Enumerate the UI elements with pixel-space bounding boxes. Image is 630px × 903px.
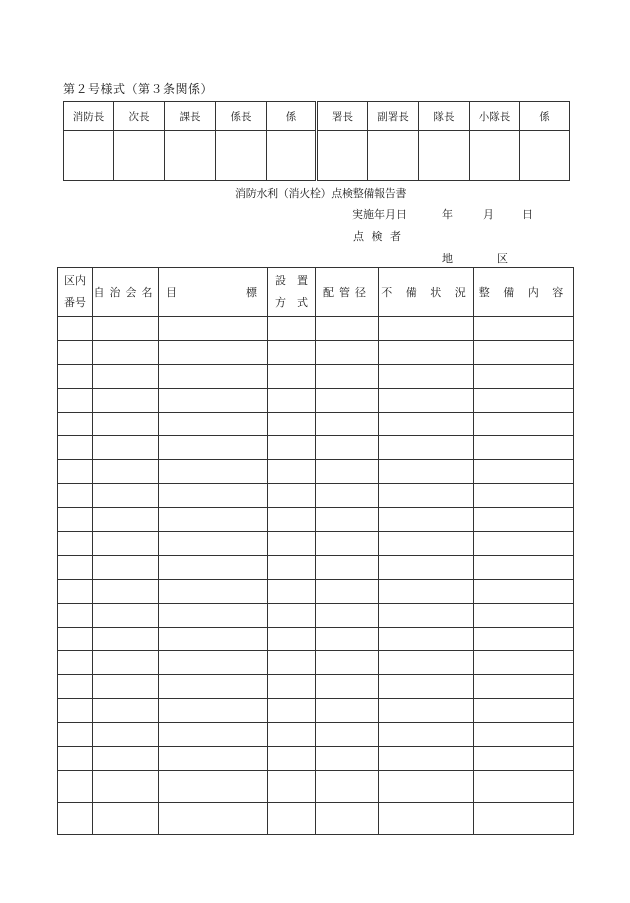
defect-status-cell[interactable] <box>379 627 474 651</box>
target-cell[interactable] <box>159 770 268 802</box>
area-number-header <box>58 268 93 317</box>
table-row <box>58 723 574 747</box>
approval-header-section-chief: 課長 <box>165 102 216 131</box>
defect-status-cell[interactable] <box>379 532 474 556</box>
month-label: 月 <box>483 208 494 221</box>
association-name-cell[interactable] <box>93 603 159 627</box>
association-name-cell[interactable] <box>93 484 159 508</box>
area-number-cell[interactable] <box>58 603 93 627</box>
maintenance-details-cell[interactable] <box>474 723 574 747</box>
maintenance-details-cell[interactable] <box>474 508 574 532</box>
association-name-header: 自治会名 <box>93 268 159 317</box>
form-number-label: 第２号様式（第３条関係） <box>63 82 214 96</box>
install-method-cell[interactable] <box>268 508 316 532</box>
stamp-box[interactable] <box>470 131 520 181</box>
defect-status-cell[interactable] <box>379 484 474 508</box>
day-label: 日 <box>522 208 533 221</box>
approval-header-captain: 隊長 <box>419 102 470 131</box>
year-label: 年 <box>442 208 453 221</box>
install-method-cell[interactable] <box>268 460 316 484</box>
defect-status-cell[interactable] <box>379 723 474 747</box>
pipe-diameter-cell[interactable] <box>316 317 379 341</box>
table-row <box>58 508 574 532</box>
install-method-cell[interactable] <box>268 317 316 341</box>
table-row <box>58 627 574 651</box>
maintenance-details-cell[interactable] <box>474 364 574 388</box>
association-name-cell[interactable] <box>93 412 159 436</box>
install-method-cell[interactable] <box>268 388 316 412</box>
target-cell[interactable] <box>159 555 268 579</box>
target-cell[interactable] <box>159 388 268 412</box>
approval-header-subsection-chief: 係長 <box>216 102 267 131</box>
area-number-cell[interactable] <box>58 317 93 341</box>
maintenance-details-cell[interactable] <box>474 317 574 341</box>
install-method-header-line2: 方 式 <box>275 296 308 309</box>
maintenance-details-cell[interactable] <box>474 532 574 556</box>
association-name-cell[interactable] <box>93 579 159 603</box>
pipe-diameter-cell[interactable] <box>316 747 379 771</box>
table-row <box>58 388 574 412</box>
defect-status-cell[interactable] <box>379 412 474 436</box>
install-method-cell[interactable] <box>268 532 316 556</box>
maintenance-details-cell[interactable] <box>474 651 574 675</box>
association-name-cell[interactable] <box>93 651 159 675</box>
install-method-cell[interactable] <box>268 555 316 579</box>
install-method-cell[interactable] <box>268 802 316 834</box>
defect-status-cell[interactable] <box>379 651 474 675</box>
install-method-cell[interactable] <box>268 723 316 747</box>
defect-status-cell[interactable] <box>379 364 474 388</box>
target-cell[interactable] <box>159 675 268 699</box>
association-name-cell[interactable] <box>93 532 159 556</box>
area-number-cell[interactable] <box>58 747 93 771</box>
maintenance-details-cell[interactable] <box>474 460 574 484</box>
table-row <box>58 532 574 556</box>
area-number-cell[interactable] <box>58 388 93 412</box>
defect-status-cell[interactable] <box>379 802 474 834</box>
pipe-diameter-cell[interactable] <box>316 388 379 412</box>
install-method-cell[interactable] <box>268 436 316 460</box>
pipe-diameter-cell[interactable] <box>316 364 379 388</box>
target-cell[interactable] <box>159 340 268 364</box>
stamp-box[interactable] <box>165 131 216 181</box>
area-number-cell[interactable] <box>58 723 93 747</box>
pipe-diameter-cell[interactable] <box>316 770 379 802</box>
pipe-diameter-cell[interactable] <box>316 579 379 603</box>
target-cell[interactable] <box>159 532 268 556</box>
date-label: 実施年月日 <box>352 208 407 221</box>
defect-status-header: 不 備 状 況 <box>379 268 474 317</box>
defect-status-cell[interactable] <box>379 603 474 627</box>
pipe-diameter-cell[interactable] <box>316 723 379 747</box>
defect-status-cell[interactable] <box>379 675 474 699</box>
install-method-cell[interactable] <box>268 770 316 802</box>
install-method-cell[interactable] <box>268 340 316 364</box>
table-row <box>58 436 574 460</box>
maintenance-details-cell[interactable] <box>474 412 574 436</box>
district-char-1: 地 <box>442 252 453 265</box>
area-number-cell[interactable] <box>58 802 93 834</box>
area-number-header-line1: 区内 <box>64 274 86 287</box>
maintenance-details-cell[interactable] <box>474 675 574 699</box>
association-name-cell[interactable] <box>93 317 159 341</box>
defect-status-cell[interactable] <box>379 460 474 484</box>
table-row <box>58 603 574 627</box>
association-name-cell[interactable] <box>93 699 159 723</box>
target-cell[interactable] <box>159 317 268 341</box>
target-cell[interactable] <box>159 699 268 723</box>
stamp-box[interactable] <box>114 131 165 181</box>
area-number-cell[interactable] <box>58 340 93 364</box>
report-title: 消防水利（消火栓）点検整備報告書 <box>235 187 407 200</box>
district-char-2: 区 <box>497 252 508 265</box>
association-name-cell[interactable] <box>93 555 159 579</box>
table-row <box>58 747 574 771</box>
table-row <box>58 460 574 484</box>
table-row <box>58 340 574 364</box>
association-name-cell[interactable] <box>93 340 159 364</box>
area-number-cell[interactable] <box>58 412 93 436</box>
pipe-diameter-cell[interactable] <box>316 627 379 651</box>
target-cell[interactable] <box>159 436 268 460</box>
table-row <box>58 770 574 802</box>
area-number-cell[interactable] <box>58 364 93 388</box>
pipe-diameter-cell[interactable] <box>316 412 379 436</box>
area-number-cell[interactable] <box>58 651 93 675</box>
defect-status-cell[interactable] <box>379 388 474 412</box>
target-cell[interactable] <box>159 364 268 388</box>
approval-header-staff: 係 <box>267 102 317 131</box>
table-row <box>58 364 574 388</box>
area-number-cell[interactable] <box>58 770 93 802</box>
association-name-cell[interactable] <box>93 436 159 460</box>
area-number-cell[interactable] <box>58 484 93 508</box>
stamp-box[interactable] <box>317 131 368 181</box>
association-name-cell[interactable] <box>93 675 159 699</box>
pipe-diameter-cell[interactable] <box>316 340 379 364</box>
install-method-cell[interactable] <box>268 627 316 651</box>
install-method-cell[interactable] <box>268 651 316 675</box>
target-cell[interactable] <box>159 627 268 651</box>
install-method-cell[interactable] <box>268 364 316 388</box>
maintenance-details-cell[interactable] <box>474 388 574 412</box>
defect-status-cell[interactable] <box>379 508 474 532</box>
maintenance-details-cell[interactable] <box>474 603 574 627</box>
pipe-diameter-cell[interactable] <box>316 699 379 723</box>
install-method-header <box>268 268 316 317</box>
maintenance-details-cell[interactable] <box>474 802 574 834</box>
association-name-cell[interactable] <box>93 364 159 388</box>
area-number-cell[interactable] <box>58 508 93 532</box>
table-row <box>58 579 574 603</box>
approval-header-chief: 消防長 <box>64 102 114 131</box>
target-cell[interactable] <box>159 747 268 771</box>
maintenance-details-cell[interactable] <box>474 770 574 802</box>
maintenance-details-cell[interactable] <box>474 555 574 579</box>
inspector-label: 点 検 者 <box>353 230 403 243</box>
area-number-cell[interactable] <box>58 436 93 460</box>
install-method-cell[interactable] <box>268 412 316 436</box>
target-cell[interactable] <box>159 508 268 532</box>
approval-header-station-chief: 署長 <box>317 102 368 131</box>
defect-status-cell[interactable] <box>379 747 474 771</box>
target-cell[interactable] <box>159 460 268 484</box>
pipe-diameter-cell[interactable] <box>316 802 379 834</box>
approval-header-deputy-chief: 次長 <box>114 102 165 131</box>
target-header-char2: 標 <box>246 286 257 299</box>
pipe-diameter-cell[interactable] <box>316 484 379 508</box>
defect-status-cell[interactable] <box>379 436 474 460</box>
area-number-cell[interactable] <box>58 532 93 556</box>
defect-status-cell[interactable] <box>379 317 474 341</box>
target-cell[interactable] <box>159 412 268 436</box>
maintenance-details-cell[interactable] <box>474 436 574 460</box>
target-cell[interactable] <box>159 579 268 603</box>
target-cell[interactable] <box>159 651 268 675</box>
table-row <box>58 651 574 675</box>
stamp-box[interactable] <box>520 131 570 181</box>
stamp-box[interactable] <box>216 131 267 181</box>
install-method-cell[interactable] <box>268 747 316 771</box>
defect-status-cell[interactable] <box>379 555 474 579</box>
table-row <box>58 802 574 834</box>
defect-status-cell[interactable] <box>379 579 474 603</box>
stamp-box[interactable] <box>368 131 419 181</box>
table-row <box>58 555 574 579</box>
pipe-diameter-header: 配管径 <box>316 268 379 317</box>
pipe-diameter-cell[interactable] <box>316 532 379 556</box>
maintenance-details-cell[interactable] <box>474 579 574 603</box>
association-name-cell[interactable] <box>93 747 159 771</box>
association-name-cell[interactable] <box>93 770 159 802</box>
pipe-diameter-cell[interactable] <box>316 603 379 627</box>
pipe-diameter-cell[interactable] <box>316 675 379 699</box>
pipe-diameter-cell[interactable] <box>316 651 379 675</box>
maintenance-details-cell[interactable] <box>474 747 574 771</box>
maintenance-details-cell[interactable] <box>474 484 574 508</box>
association-name-cell[interactable] <box>93 508 159 532</box>
maintenance-details-cell[interactable] <box>474 699 574 723</box>
stamp-box[interactable] <box>64 131 114 181</box>
association-name-cell[interactable] <box>93 388 159 412</box>
install-method-cell[interactable] <box>268 603 316 627</box>
install-method-cell[interactable] <box>268 675 316 699</box>
defect-status-cell[interactable] <box>379 340 474 364</box>
approval-stamp-table <box>63 101 570 181</box>
association-name-cell[interactable] <box>93 723 159 747</box>
defect-status-cell[interactable] <box>379 770 474 802</box>
area-number-cell[interactable] <box>58 555 93 579</box>
table-row <box>58 484 574 508</box>
install-method-header-line1: 設 置 <box>275 274 308 287</box>
association-name-cell[interactable] <box>93 460 159 484</box>
maintenance-details-cell[interactable] <box>474 340 574 364</box>
target-cell[interactable] <box>159 723 268 747</box>
target-header <box>159 268 268 317</box>
area-number-cell[interactable] <box>58 675 93 699</box>
area-number-cell[interactable] <box>58 627 93 651</box>
target-cell[interactable] <box>159 802 268 834</box>
area-number-cell[interactable] <box>58 579 93 603</box>
approval-header-platoon-leader: 小隊長 <box>470 102 520 131</box>
install-method-cell[interactable] <box>268 579 316 603</box>
area-number-cell[interactable] <box>58 460 93 484</box>
pipe-diameter-cell[interactable] <box>316 460 379 484</box>
inspection-table <box>57 267 574 835</box>
approval-header-station-staff: 係 <box>520 102 570 131</box>
stamp-box[interactable] <box>419 131 470 181</box>
approval-header-deputy-station-chief: 副署長 <box>368 102 419 131</box>
area-number-header-line2: 番号 <box>64 296 86 309</box>
pipe-diameter-cell[interactable] <box>316 436 379 460</box>
association-name-cell[interactable] <box>93 627 159 651</box>
table-row <box>58 412 574 436</box>
install-method-cell[interactable] <box>268 484 316 508</box>
target-cell[interactable] <box>159 603 268 627</box>
install-method-cell[interactable] <box>268 699 316 723</box>
stamp-box[interactable] <box>267 131 317 181</box>
target-cell[interactable] <box>159 484 268 508</box>
table-row <box>58 699 574 723</box>
target-header-char1: 目 <box>166 286 177 299</box>
defect-status-cell[interactable] <box>379 699 474 723</box>
pipe-diameter-cell[interactable] <box>316 508 379 532</box>
table-row <box>58 675 574 699</box>
maintenance-details-header: 整 備 内 容 <box>474 268 574 317</box>
pipe-diameter-cell[interactable] <box>316 555 379 579</box>
table-row <box>58 317 574 341</box>
association-name-cell[interactable] <box>93 802 159 834</box>
area-number-cell[interactable] <box>58 699 93 723</box>
maintenance-details-cell[interactable] <box>474 627 574 651</box>
